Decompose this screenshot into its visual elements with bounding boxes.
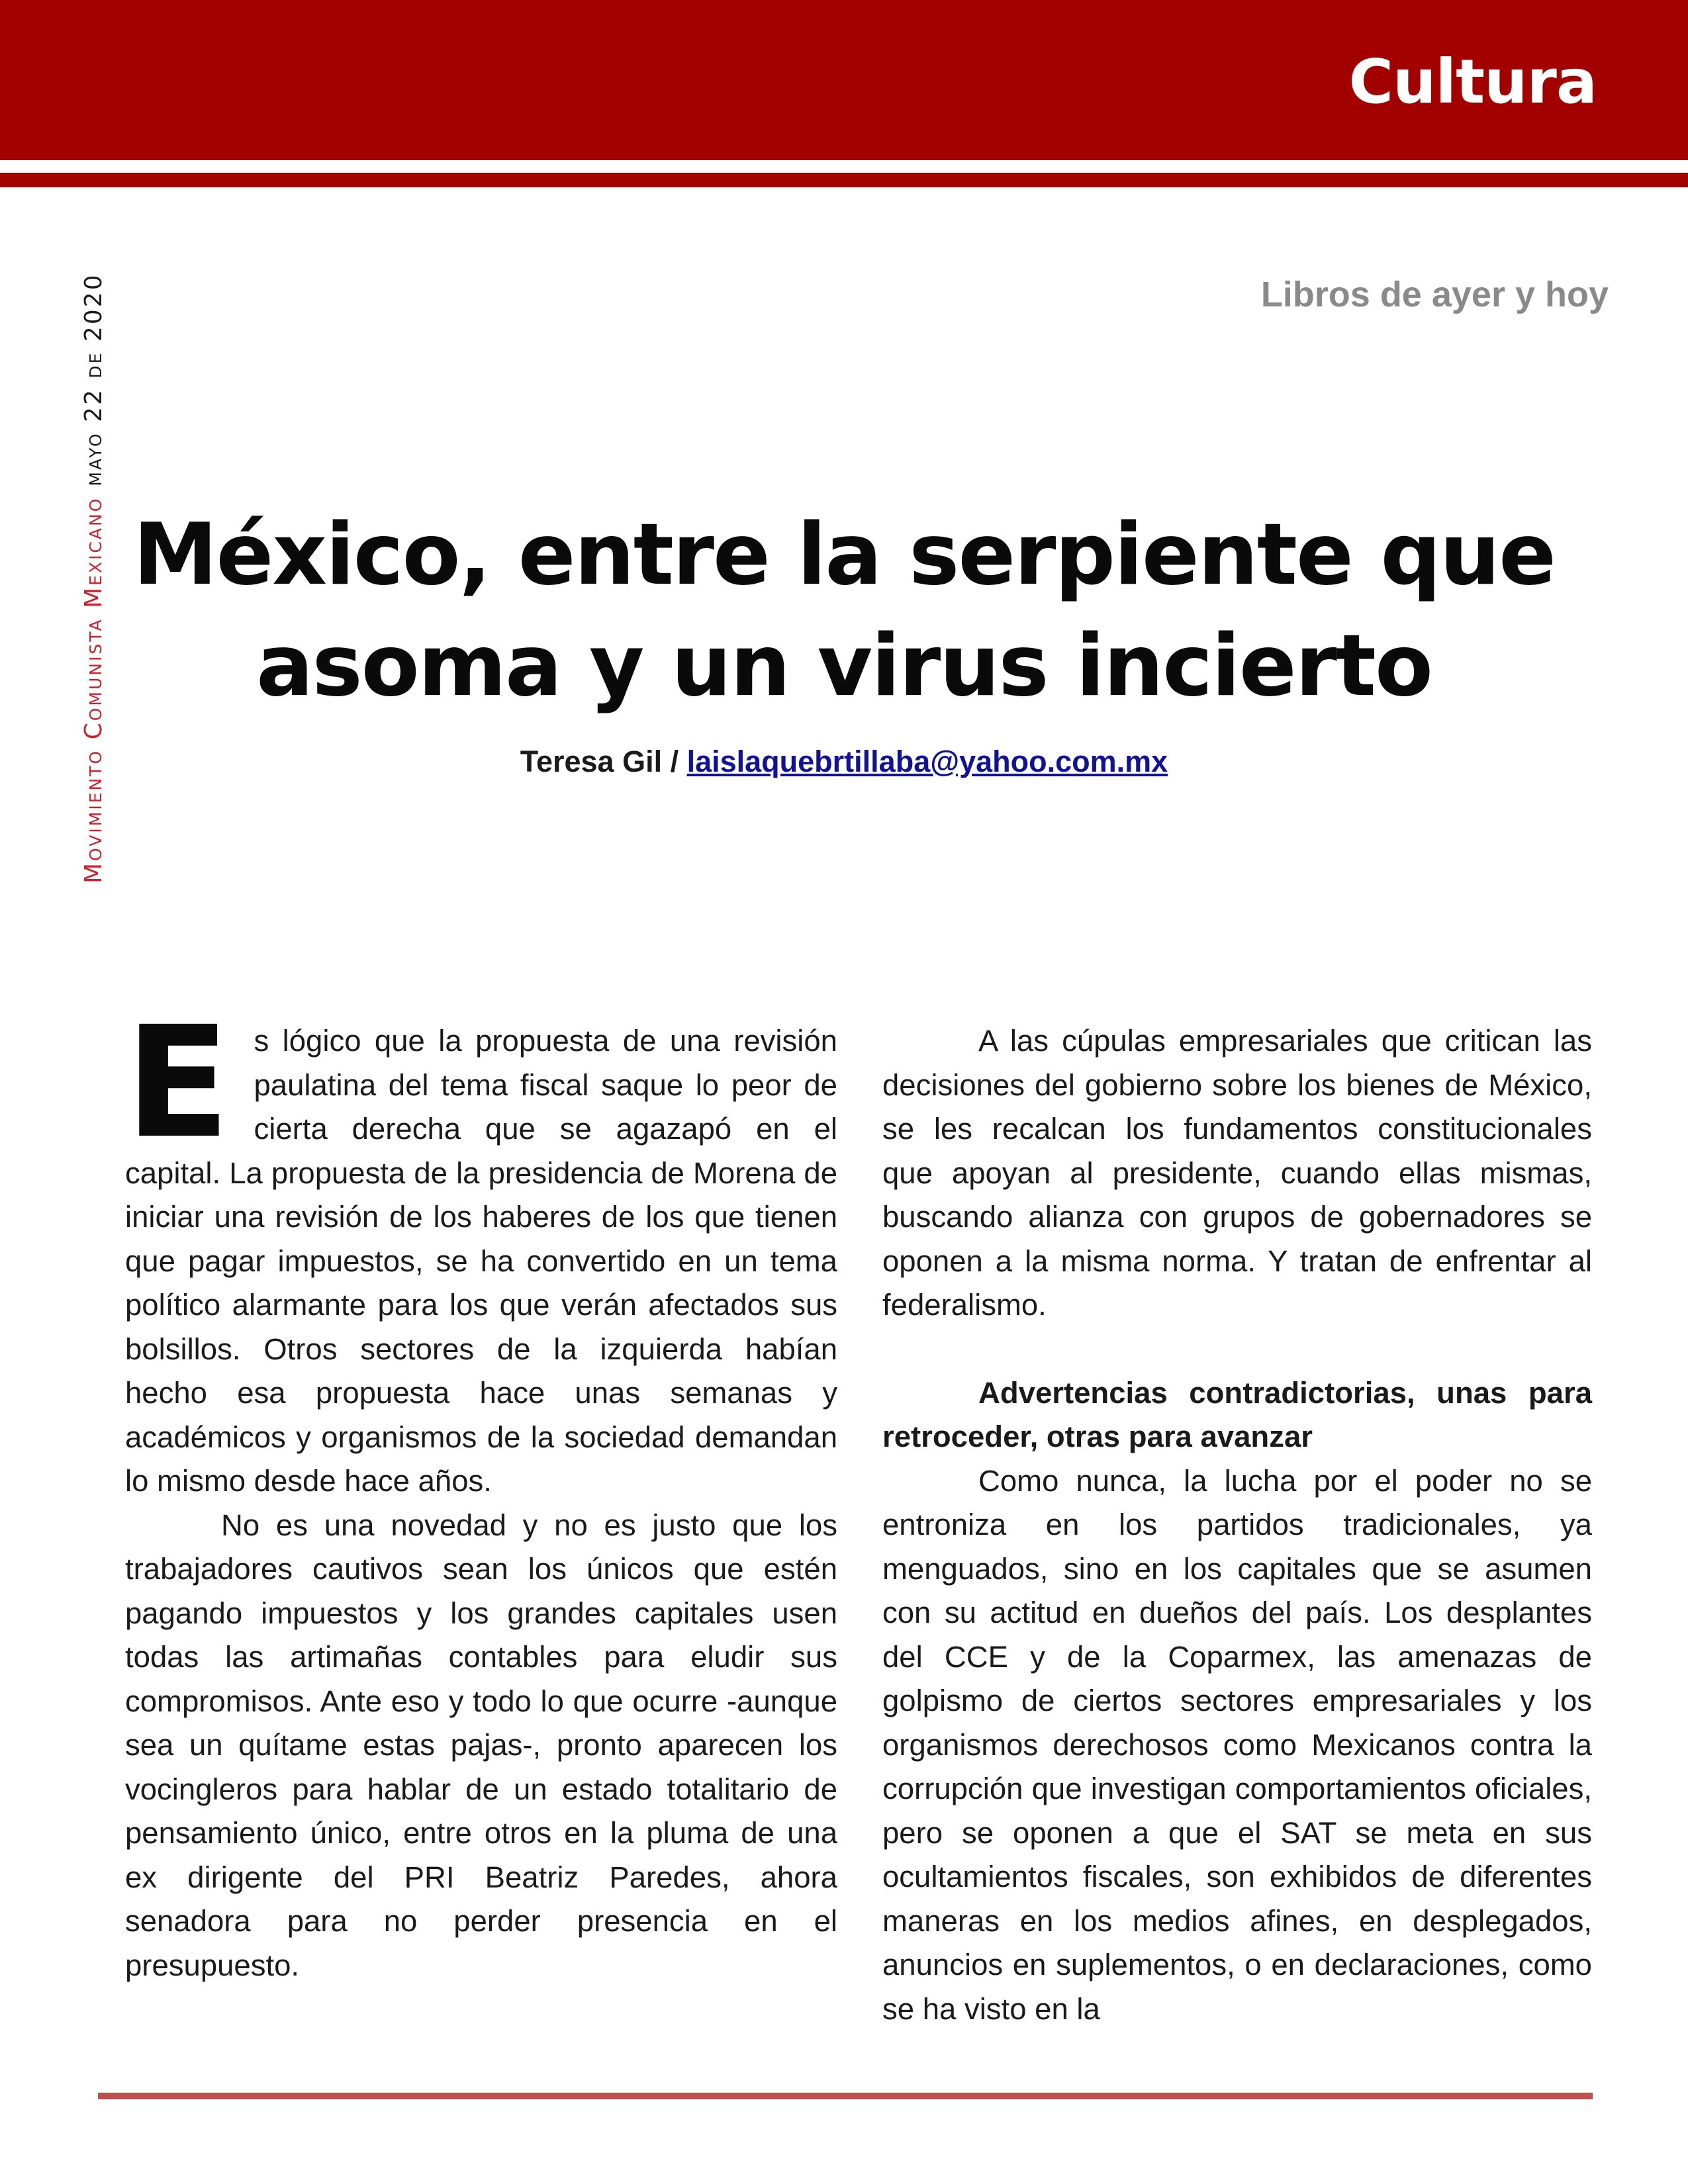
paragraph-3: A las cúpulas empresariales que critican las decisiones del gobierno sobre los bienes de México, se les recalcan los fundamentos constitucionales que apoyan al presidente, cuando ellas mismas, buscando alianza con grupos de gobernadores se oponen a la misma norma. Y tratan de enfrentar al federalismo. xyxy=(882,1024,1592,1322)
header-divider-red xyxy=(0,173,1688,187)
paragraph-1-text: s lógico que la propuesta de una revisión paulatina del tema fiscal saque lo peor de cierta derecha que se agazapó en el capital. La propuesta de la presidencia de Morena de iniciar una revisión de los haberes de los que tienen que pagar impuestos, se ha convertido en un tema político alarmante para los que verán afectados sus bolsillos. Otros sectores de la izquierda habían hecho esa propuesta hace unas semanas y académicos y organismos de la sociedad demandan lo mismo desde hace años. xyxy=(125,1024,837,1498)
side-masthead xyxy=(82,273,106,884)
footer-divider xyxy=(98,2093,1593,2099)
paragraph-gap xyxy=(882,1328,1592,1371)
author-email-link[interactable]: laislaquebrtillaba@yahoo.com.mx xyxy=(686,745,1168,778)
header-divider-white xyxy=(0,166,1688,173)
drop-cap: E xyxy=(125,993,230,1172)
title-line-2: asoma y un virus incierto xyxy=(256,617,1432,715)
issue-date: mayo 22 de 2020 xyxy=(80,273,107,486)
article-title xyxy=(132,500,1556,722)
paragraph-1 xyxy=(125,993,837,1504)
paragraph-4: Como nunca, la lucha por el poder no se entroniza en los partidos tradicionales, ya menguados, sino en los capitales que se asumen con su actitud en dueños del país. Los desplantes del CCE y de la Coparmex, las amenazas de golpismo de ciertos sectores empresariales y los organismos derechosos como Mexicanos contra la corrupción que investigan comportamientos oficiales, pero se oponen a que el SAT se meta en sus ocultamientos fiscales, son exhibidos de diferentes maneras en los medios afines, en desplegados, anuncios en suplementos, o en declaraciones, como se ha visto en la xyxy=(882,1463,1592,2026)
publication-name: Movimiento Comunista Mexicano xyxy=(80,496,107,884)
section-title: Cultura xyxy=(1348,46,1597,117)
article-column-right xyxy=(882,1019,1592,2031)
article-column-left xyxy=(125,993,837,1987)
byline xyxy=(0,747,1688,776)
title-line-1: México, entre la serpiente que xyxy=(133,506,1555,604)
column-label: Libros de ayer y hoy xyxy=(1260,275,1609,314)
subheading: Advertencias contradictorias, unas para retroceder, otras para avanzar xyxy=(882,1375,1592,1453)
author-name: Teresa Gil / xyxy=(520,745,687,778)
paragraph-2: No es una novedad y no es justo que los trabajadores cautivos sean los únicos que estén pagando impuestos y los grandes capitales usen todas las artimañas contables para eludir sus compromisos. Ante eso y todo lo que ocurre -aunque sea un quítame estas pajas-, pronto aparecen los vocingleros para hablar de un estado totalitario de pensamiento único, entre otros en la pluma de una ex dirigente del PRI Beatriz Paredes, ahora senadora para no perder presencia en el presupuesto. xyxy=(125,1508,837,1982)
